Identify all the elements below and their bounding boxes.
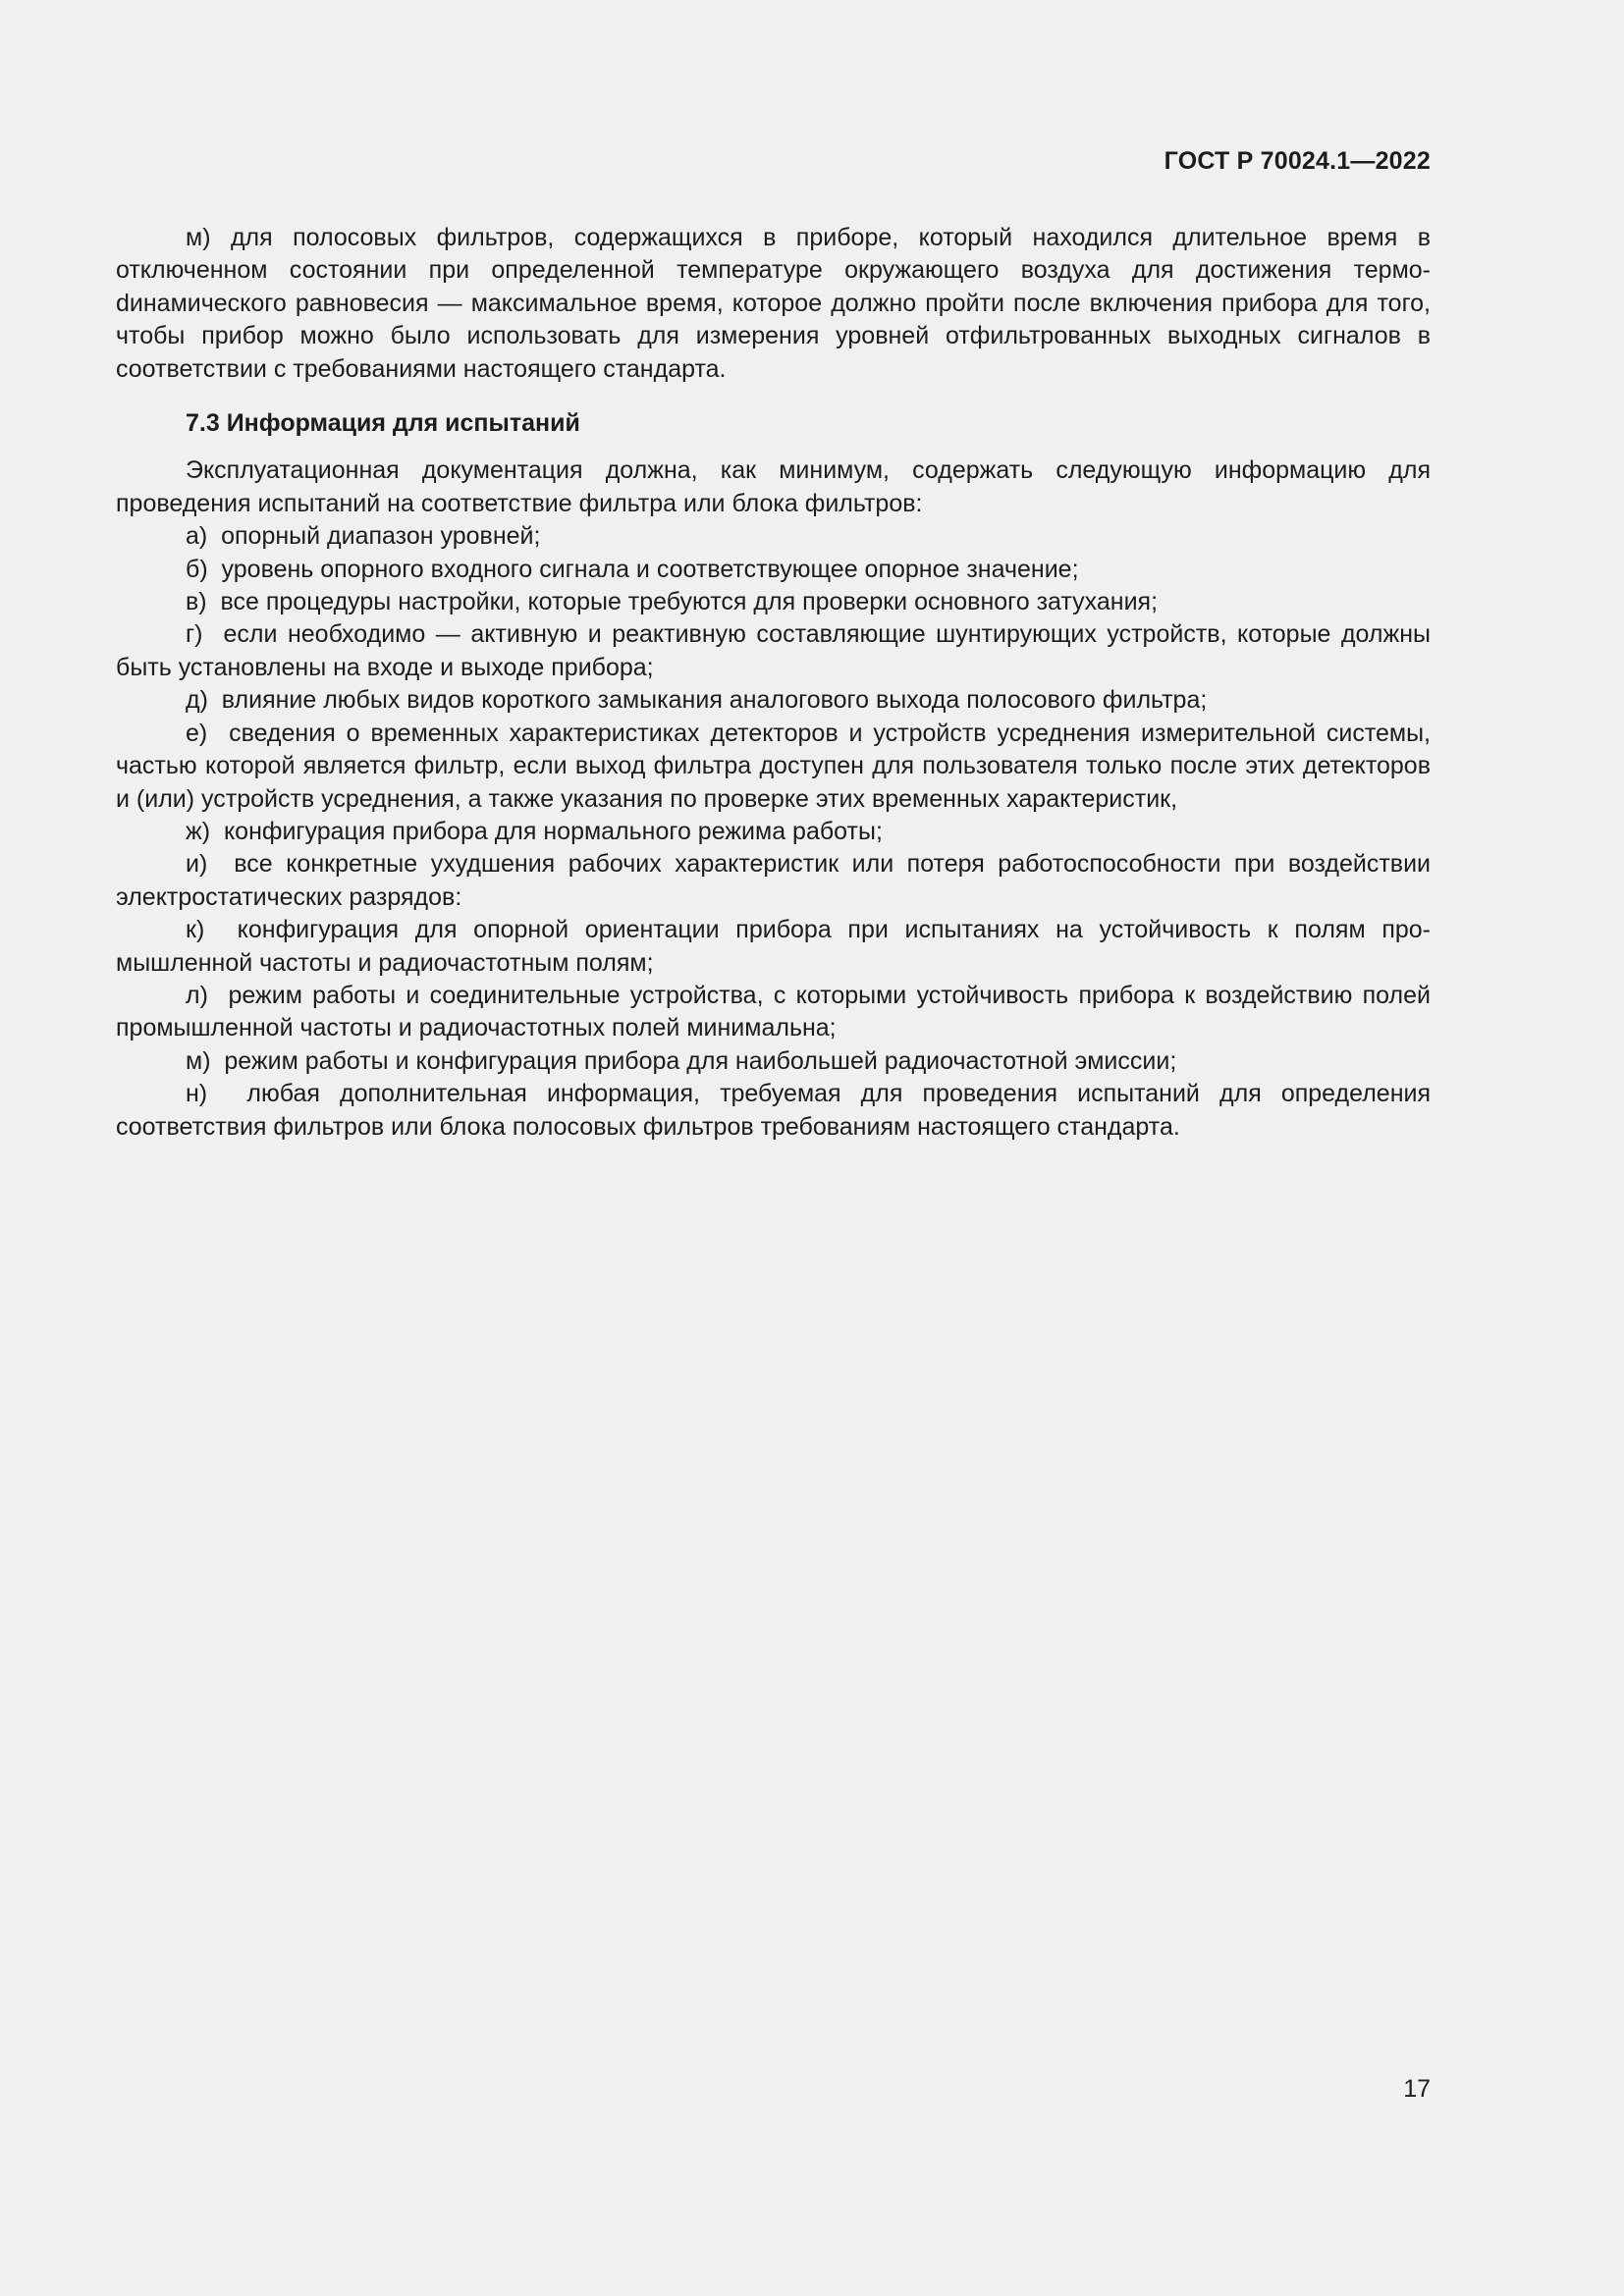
list-item: а) опорный диапазон уровней;: [186, 522, 541, 551]
list-item: к) конфигурация для опорной ориентации прибора при испытаниях на устойчивость к полям промышленной частоты и радиочастотным полям;: [116, 916, 1431, 977]
list-item: н) любая дополнительная информация, требуемая для проведения испытаний для определения соответствия фильтров или блока полосовых фильтров требованиям настоящего стандарта.: [116, 1080, 1431, 1141]
list-item: г) если необходимо — активную и реактивную составляющие шунтирующих устройств, которые должны быть установлены на входе и выходе прибора;: [116, 620, 1431, 681]
section-heading: 7.3 Информация для испытаний: [186, 409, 580, 438]
list-item: л) режим работы и соединительные устройства, с которыми устойчивость прибора к воздействию полей промышленной частоты и радиочастотных полей минимальна;: [116, 981, 1431, 1042]
list-item: д) влияние любых видов короткого замыкания аналогового выхода полосового фильтра;: [186, 686, 1208, 715]
document-body: [116, 222, 1431, 1144]
list-item: в) все процедуры настройки, которые требуются для проверки основного затухания;: [186, 588, 1159, 616]
list-item: м) режим работы и конфигурация прибора для наибольшей радиочастотной эмиссии;: [186, 1046, 1177, 1075]
page-number: 17: [1403, 2075, 1431, 2103]
document-header: ГОСТ Р 70024.1—2022: [1164, 147, 1431, 175]
list-item: ж) конфигурация прибора для нормального режима работы;: [186, 817, 883, 845]
list-item: е) сведения о временных характеристиках детекторов и устройств усреднения измерительной системы, частью которой является фильтр, если выход фильтра доступен для пользователя только после этих детекторов и (или) устройств усреднения, а также указания по проверке этих временных характеристик,: [116, 719, 1431, 813]
list-item: и) все конкретные ухудшения рабочих характеристик или потеря работоспособности при воздействии электростатических разрядов:: [116, 850, 1431, 911]
section-lead-paragraph: Эксплуатационная документация должна, как минимум, содержать следующую информацию для проведения испытаний на соответствие фильтра или блока фильтров:: [116, 456, 1431, 517]
intro-paragraph: м) для полосовых фильтров, содержащихся в приборе, который находился длительное время в отключенном состоянии при определенной температуре окружающего воздуха для достижения термоdинамического равновесия — максимальное время, которое должно пройти после включения прибора для того, чтобы прибор можно было использовать для измерения уровней отфильтрованных выходных сигналов в соответствии с требованиями настоящего стандарта.: [116, 224, 1431, 383]
list-item: б) уровень опорного входного сигнала и соответствующее опорное значение;: [186, 555, 1079, 583]
